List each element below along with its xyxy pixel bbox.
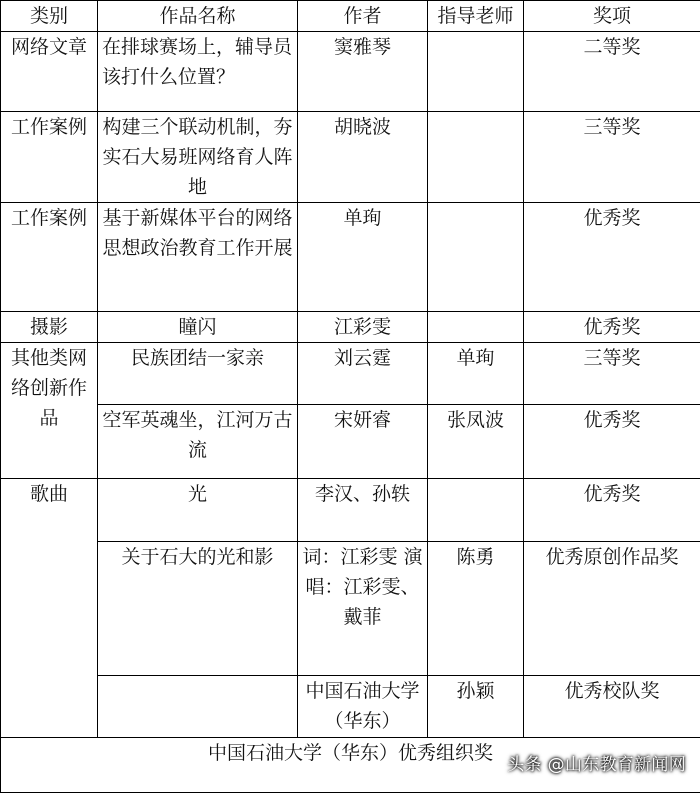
table-row [1, 343, 700, 405]
award-cell: 二等奖 [524, 32, 700, 112]
author-cell: 江彩雯 [298, 312, 428, 343]
table-row [1, 542, 700, 676]
work-cell: 构建三个联动机制，夯实石大易班网络育人阵地 [98, 112, 298, 203]
work-cell: 民族团结一家亲 [98, 343, 298, 405]
footer-cell: 中国石油大学（华东）优秀组织奖 [1, 738, 700, 793]
advisor-cell [428, 112, 524, 203]
award-cell: 优秀奖 [524, 405, 700, 479]
at-icon: @ [548, 755, 565, 775]
watermark [507, 750, 686, 775]
award-cell: 优秀原创作品奖 [524, 542, 700, 676]
header-row [1, 1, 700, 32]
advisor-cell: 单珣 [428, 343, 524, 405]
category-cell: 网络文章 [1, 32, 98, 112]
table-row [1, 32, 700, 112]
award-cell: 优秀校队奖 [524, 676, 700, 738]
award-cell: 三等奖 [524, 112, 700, 203]
header-category: 类别 [1, 1, 98, 32]
author-cell: 中国石油大学（华东） [298, 676, 428, 738]
author-cell: 宋妍睿 [298, 405, 428, 479]
header-advisor: 指导老师 [428, 1, 524, 32]
award-cell: 三等奖 [524, 343, 700, 405]
watermark-prefix: 头条 [507, 755, 542, 775]
advisor-cell [428, 32, 524, 112]
advisor-cell: 张凤波 [428, 405, 524, 479]
category-cell: 工作案例 [1, 112, 98, 203]
work-cell: 空军英魂坐，江河万古流 [98, 405, 298, 479]
award-cell: 优秀奖 [524, 479, 700, 542]
advisor-cell [428, 479, 524, 542]
author-cell: 词：江彩雯 演唱：江彩雯、戴菲 [298, 542, 428, 676]
work-cell: 光 [98, 479, 298, 542]
advisor-cell [428, 312, 524, 343]
header-author: 作者 [298, 1, 428, 32]
award-cell: 优秀奖 [524, 203, 700, 312]
table-row [1, 479, 700, 542]
author-cell: 李汉、孙轶 [298, 479, 428, 542]
table-row [1, 312, 700, 343]
author-cell: 单珣 [298, 203, 428, 312]
work-cell: 基于新媒体平台的网络思想政治教育工作开展 [98, 203, 298, 312]
advisor-cell: 陈勇 [428, 542, 524, 676]
category-cell: 摄影 [1, 312, 98, 343]
table-row [1, 112, 700, 203]
table-row [1, 203, 700, 312]
award-cell: 优秀奖 [524, 312, 700, 343]
author-cell: 窦雅琴 [298, 32, 428, 112]
advisor-cell: 孙颖 [428, 676, 524, 738]
watermark-name: 山东教育新闻网 [565, 755, 686, 775]
header-work: 作品名称 [98, 1, 298, 32]
category-cell: 其他类网络创新作品 [1, 343, 98, 479]
table-row [1, 405, 700, 479]
work-cell: 瞳闪 [98, 312, 298, 343]
work-cell: 关于石大的光和影 [98, 542, 298, 676]
category-cell: 工作案例 [1, 203, 98, 312]
work-cell: 在排球赛场上，辅导员该打什么位置？ [98, 32, 298, 112]
table-row [1, 676, 700, 738]
advisor-cell [428, 203, 524, 312]
author-cell: 刘云霆 [298, 343, 428, 405]
header-award: 奖项 [524, 1, 700, 32]
category-cell: 歌曲 [1, 479, 98, 738]
work-cell [98, 676, 298, 738]
author-cell: 胡晓波 [298, 112, 428, 203]
